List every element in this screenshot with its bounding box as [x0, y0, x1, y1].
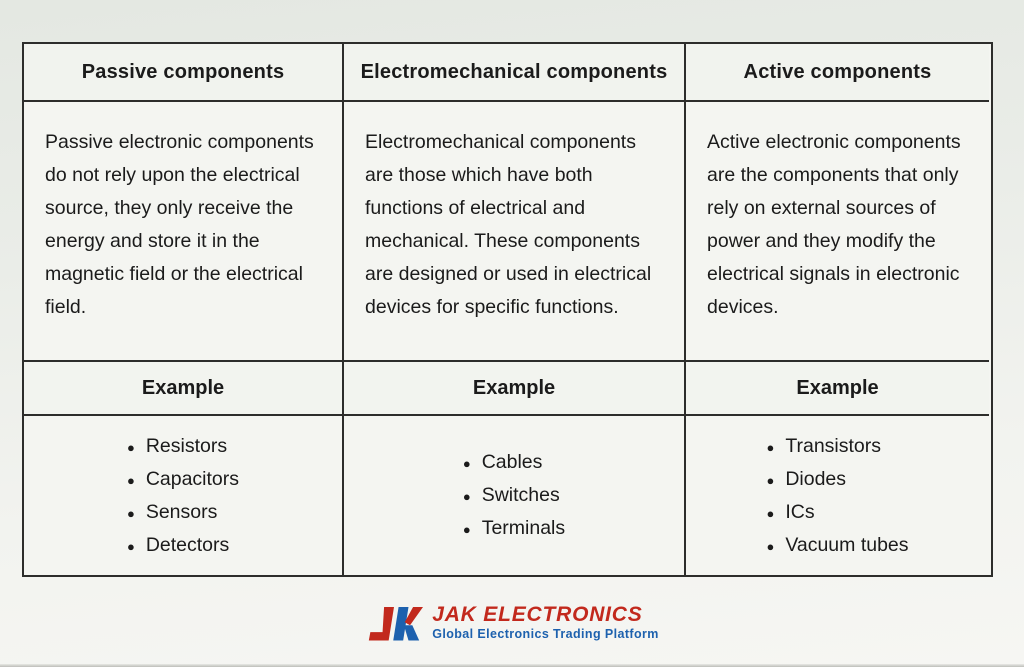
list-item — [127, 430, 239, 463]
list-item — [127, 496, 239, 529]
list-item-label: Vacuum tubes — [785, 533, 909, 556]
list-item — [463, 479, 565, 512]
logo-tagline: Global Electronics Trading Platform — [432, 627, 659, 641]
bullet-icon: ● — [126, 538, 135, 554]
bullet-icon: ● — [766, 439, 775, 455]
logo-text-block — [432, 604, 659, 642]
list-item-label: Cables — [481, 451, 543, 473]
description-cell-electromechanical: Electromechanical components are those which have both functions of electrical and mechanical. These components are designed or used in electrical devices for specific functions. — [344, 102, 686, 362]
list-item-label: Sensors — [145, 500, 218, 523]
list-item — [127, 529, 239, 562]
bullet-icon: ● — [126, 472, 135, 488]
list-item-label: Terminals — [481, 517, 566, 539]
bullet-icon: ● — [462, 456, 471, 471]
example-label-cell-active: Example — [686, 362, 989, 416]
jak-electronics-logo — [0, 598, 1024, 648]
example-label-cell-electromechanical: Example — [344, 362, 686, 416]
bullet-icon: ● — [766, 472, 775, 488]
list-item — [766, 430, 908, 463]
list-item-label: Detectors — [145, 533, 230, 556]
header-cell-electromechanical: Electromechanical components — [344, 44, 686, 102]
example-list-cell-passive — [24, 416, 344, 575]
list-item-label: Switches — [481, 484, 560, 506]
description-cell-active: Active electronic components are the components that only rely on external sources of power and they modify the electrical signals in electronic devices. — [686, 102, 989, 362]
bullet-icon: ● — [462, 522, 471, 537]
list-item-label: Resistors — [145, 434, 228, 457]
logo-title: JAK ELECTRONICS — [432, 603, 643, 626]
list-item-label: Transistors — [785, 434, 882, 457]
list-item-label: Diodes — [785, 467, 847, 490]
header-cell-active: Active components — [686, 44, 989, 102]
bullet-icon: ● — [126, 439, 135, 455]
list-item — [127, 463, 239, 496]
list-item — [463, 446, 565, 479]
bullet-icon: ● — [766, 505, 775, 521]
bullet-icon: ● — [126, 505, 135, 521]
example-list-cell-electromechanical — [344, 416, 686, 575]
list-item — [463, 512, 565, 545]
example-label-cell-passive: Example — [24, 362, 344, 416]
list-item-label: ICs — [785, 500, 815, 523]
components-comparison-table — [22, 42, 993, 577]
list-item-label: Capacitors — [145, 467, 240, 490]
bullet-icon: ● — [766, 538, 775, 554]
example-list-electromechanical — [463, 446, 565, 545]
example-list-active — [766, 430, 908, 562]
bullet-icon: ● — [462, 489, 471, 504]
jak-logo-mark-icon — [365, 598, 423, 648]
example-list-cell-active — [686, 416, 989, 575]
example-list-passive — [127, 430, 239, 562]
list-item — [766, 529, 908, 562]
description-cell-passive: Passive electronic components do not rely upon the electrical source, they only receive the energy and store it in the magnetic field or the electrical field. — [24, 102, 344, 362]
list-item — [766, 463, 908, 496]
list-item — [766, 496, 908, 529]
header-cell-passive: Passive components — [24, 44, 344, 102]
